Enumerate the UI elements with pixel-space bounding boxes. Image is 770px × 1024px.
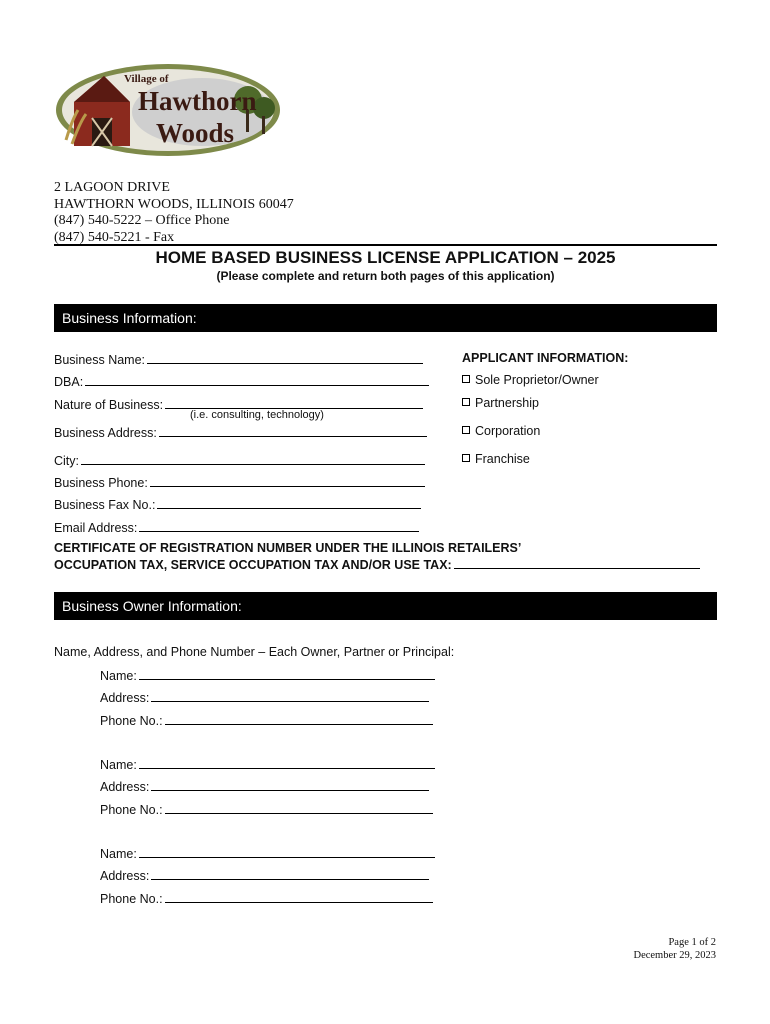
- certificate-registration-field[interactable]: [54, 541, 700, 573]
- dba-line[interactable]: [85, 372, 429, 386]
- business-address-line[interactable]: [159, 423, 427, 437]
- owner-2-name-line[interactable]: [139, 755, 435, 769]
- owner-3-address-field[interactable]: [100, 866, 429, 884]
- owner-2-phone-line[interactable]: [165, 800, 433, 814]
- owner-1-address-label: Address:: [100, 691, 150, 705]
- business-phone-field[interactable]: [54, 473, 425, 491]
- owner-1-phone-line[interactable]: [165, 711, 433, 725]
- village-logo: [52, 60, 284, 160]
- logo-village-of-text: Village of: [124, 73, 169, 85]
- business-info-header-label: Business Information:: [62, 310, 197, 326]
- nature-of-business-line[interactable]: [165, 395, 423, 409]
- page-number: Page 1 of 2: [668, 937, 716, 948]
- business-fax-label: Business Fax No.:: [54, 498, 156, 512]
- business-fax-line[interactable]: [157, 495, 421, 509]
- village-address-block: [54, 180, 294, 246]
- owner-intro: Name, Address, and Phone Number – Each Owner, Partner or Principal:: [54, 645, 455, 659]
- owner-3-address-label: Address:: [100, 869, 150, 883]
- owner-2-address-label: Address:: [100, 780, 150, 794]
- email-line[interactable]: [139, 518, 419, 532]
- email-label: Email Address:: [54, 521, 138, 535]
- applicant-info-heading: APPLICANT INFORMATION:: [462, 351, 629, 365]
- business-address-field[interactable]: [54, 423, 427, 441]
- franchise-checkbox[interactable]: [462, 454, 470, 462]
- franchise-label: Franchise: [475, 452, 530, 466]
- business-phone-label: Business Phone:: [54, 476, 148, 490]
- option-partnership[interactable]: [462, 395, 539, 411]
- owner-2-address-line[interactable]: [151, 777, 429, 791]
- business-info-header: [54, 304, 717, 332]
- owner-2-name-field[interactable]: [100, 755, 435, 773]
- owner-1-phone-label: Phone No.:: [100, 714, 163, 728]
- owner-2-address-field[interactable]: [100, 777, 429, 795]
- owner-3-phone-field[interactable]: [100, 889, 433, 907]
- revision-date: December 29, 2023: [633, 950, 716, 961]
- owner-3-name-label: Name:: [100, 847, 137, 861]
- owner-1-name-label: Name:: [100, 669, 137, 683]
- dba-label: DBA:: [54, 375, 84, 389]
- sole-proprietor-checkbox[interactable]: [462, 375, 470, 383]
- business-name-line[interactable]: [147, 350, 423, 364]
- fax-number: (847) 540-5221 - Fax: [54, 229, 175, 245]
- nature-of-business-label: Nature of Business:: [54, 398, 164, 412]
- logo-woods-text: Woods: [156, 118, 235, 148]
- form-title: HOME BASED BUSINESS LICENSE APPLICATION – 2025: [155, 248, 616, 267]
- owner-1-phone-field[interactable]: [100, 711, 433, 729]
- address-city: HAWTHORN WOODS, ILLINOIS 60047: [54, 196, 294, 212]
- owner-3-phone-line[interactable]: [165, 889, 433, 903]
- business-phone-line[interactable]: [150, 473, 425, 487]
- owner-3-phone-label: Phone No.:: [100, 892, 163, 906]
- owner-2-phone-field[interactable]: [100, 800, 433, 818]
- owner-3-name-line[interactable]: [139, 844, 435, 858]
- city-field[interactable]: [54, 451, 425, 469]
- owner-2-phone-label: Phone No.:: [100, 803, 163, 817]
- owner-1-address-field[interactable]: [100, 688, 429, 706]
- owner-2-name-label: Name:: [100, 758, 137, 772]
- owner-3-name-field[interactable]: [100, 844, 435, 862]
- email-field[interactable]: [54, 518, 419, 536]
- address-street: 2 LAGOON DRIVE: [54, 180, 170, 195]
- business-name-field[interactable]: [54, 350, 423, 368]
- header-divider: [54, 244, 717, 246]
- certificate-label-line2: OCCUPATION TAX, SERVICE OCCUPATION TAX AND/OR USE TAX:: [54, 558, 452, 572]
- corporation-label: Corporation: [475, 424, 541, 438]
- owner-info-header: [54, 592, 717, 620]
- city-line[interactable]: [81, 451, 425, 465]
- owner-3-address-line[interactable]: [151, 866, 429, 880]
- nature-of-business-hint: (i.e. consulting, technology): [190, 409, 324, 421]
- option-sole-proprietor[interactable]: [462, 372, 599, 388]
- business-address-label: Business Address:: [54, 426, 157, 440]
- logo-hawthorn-text: Hawthorn: [138, 86, 257, 116]
- option-corporation[interactable]: [462, 423, 540, 439]
- dba-field[interactable]: [54, 372, 429, 390]
- option-franchise[interactable]: [462, 451, 530, 467]
- city-label: City:: [54, 454, 79, 468]
- owner-info-header-label: Business Owner Information:: [62, 598, 242, 614]
- office-phone: (847) 540-5222 – Office Phone: [54, 213, 230, 228]
- owner-1-address-line[interactable]: [151, 688, 429, 702]
- partnership-label: Partnership: [475, 396, 539, 410]
- sole-proprietor-label: Sole Proprietor/Owner: [475, 373, 599, 387]
- corporation-checkbox[interactable]: [462, 426, 470, 434]
- form-subtitle: (Please complete and return both pages of this application): [216, 269, 555, 283]
- owner-1-name-line[interactable]: [139, 666, 435, 680]
- business-fax-field[interactable]: [54, 495, 421, 513]
- business-name-label: Business Name:: [54, 353, 146, 367]
- certificate-number-line[interactable]: [454, 556, 700, 569]
- page-footer: [633, 936, 716, 962]
- owner-1-name-field[interactable]: [100, 666, 435, 684]
- partnership-checkbox[interactable]: [462, 398, 470, 406]
- certificate-label-line1: CERTIFICATE OF REGISTRATION NUMBER UNDER THE ILLINOIS RETAILERS’: [54, 541, 522, 555]
